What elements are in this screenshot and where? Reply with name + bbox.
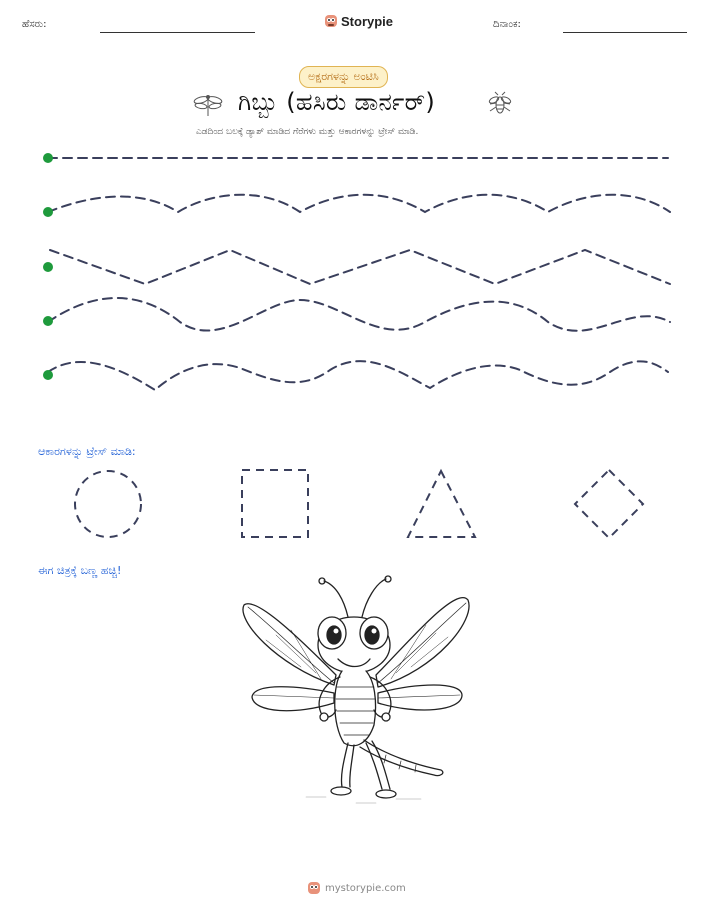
tracing-lines bbox=[0, 140, 709, 400]
trace-circle bbox=[75, 471, 141, 537]
start-dot-5 bbox=[43, 370, 53, 380]
storypie-footer-icon bbox=[307, 880, 321, 896]
date-label: ದಿನಾಂಕ: bbox=[493, 19, 521, 30]
trace-line-zigzag bbox=[50, 250, 670, 284]
trace-line-gentle-wave bbox=[48, 195, 670, 212]
start-dot-1 bbox=[43, 153, 53, 163]
dragonfly-coloring-icon bbox=[236, 575, 476, 807]
name-label: ಹೆಸರು: bbox=[22, 19, 47, 30]
dragonfly-small-icon bbox=[192, 91, 224, 117]
footer bbox=[307, 880, 406, 896]
brand-name: Storypie bbox=[341, 13, 394, 29]
shapes-heading: ಆಕಾರಗಳನ್ನು ಟ್ರೇಸ್ ಮಾಡಿ: bbox=[38, 445, 136, 458]
coloring-heading: ಈಗ ಚಿತ್ರಕ್ಕೆ ಬಣ್ಣ ಹಚ್ಚಿ! bbox=[38, 564, 122, 577]
start-dot-4 bbox=[43, 316, 53, 326]
footer-url[interactable]: mystorypie.com bbox=[325, 882, 406, 894]
start-dot-3 bbox=[43, 262, 53, 272]
brand-logo bbox=[324, 13, 393, 29]
bug-small-icon bbox=[486, 91, 514, 119]
trace-square bbox=[242, 470, 308, 537]
date-field[interactable] bbox=[563, 32, 687, 33]
trace-line-deep-wave bbox=[48, 361, 668, 390]
topic-badge: ಅಕ್ಷರಗಳನ್ನು ಅಂಟಿಸಿ bbox=[299, 66, 388, 88]
trace-line-wave bbox=[48, 298, 670, 331]
instructions: ಎಡದಿಂದ ಬಲಕ್ಕೆ ಡ್ಯಾಶ್ ಮಾಡಿದ ಗೆರೆಗಳು ಮತ್ತು ಆಕಾರಗಳನ್ನು ಟ್ರೇಸ್ ಮಾಡಿ. bbox=[196, 127, 419, 137]
page-title: ಗಿಬ್ಬು (ಹಸಿರು ಡಾರ್ನರ್) bbox=[238, 88, 436, 116]
trace-triangle bbox=[408, 471, 475, 537]
trace-shapes bbox=[0, 462, 709, 546]
name-field[interactable] bbox=[100, 32, 255, 33]
trace-diamond bbox=[575, 470, 643, 538]
storypie-mascot-icon bbox=[324, 13, 338, 29]
start-dot-2 bbox=[43, 207, 53, 217]
